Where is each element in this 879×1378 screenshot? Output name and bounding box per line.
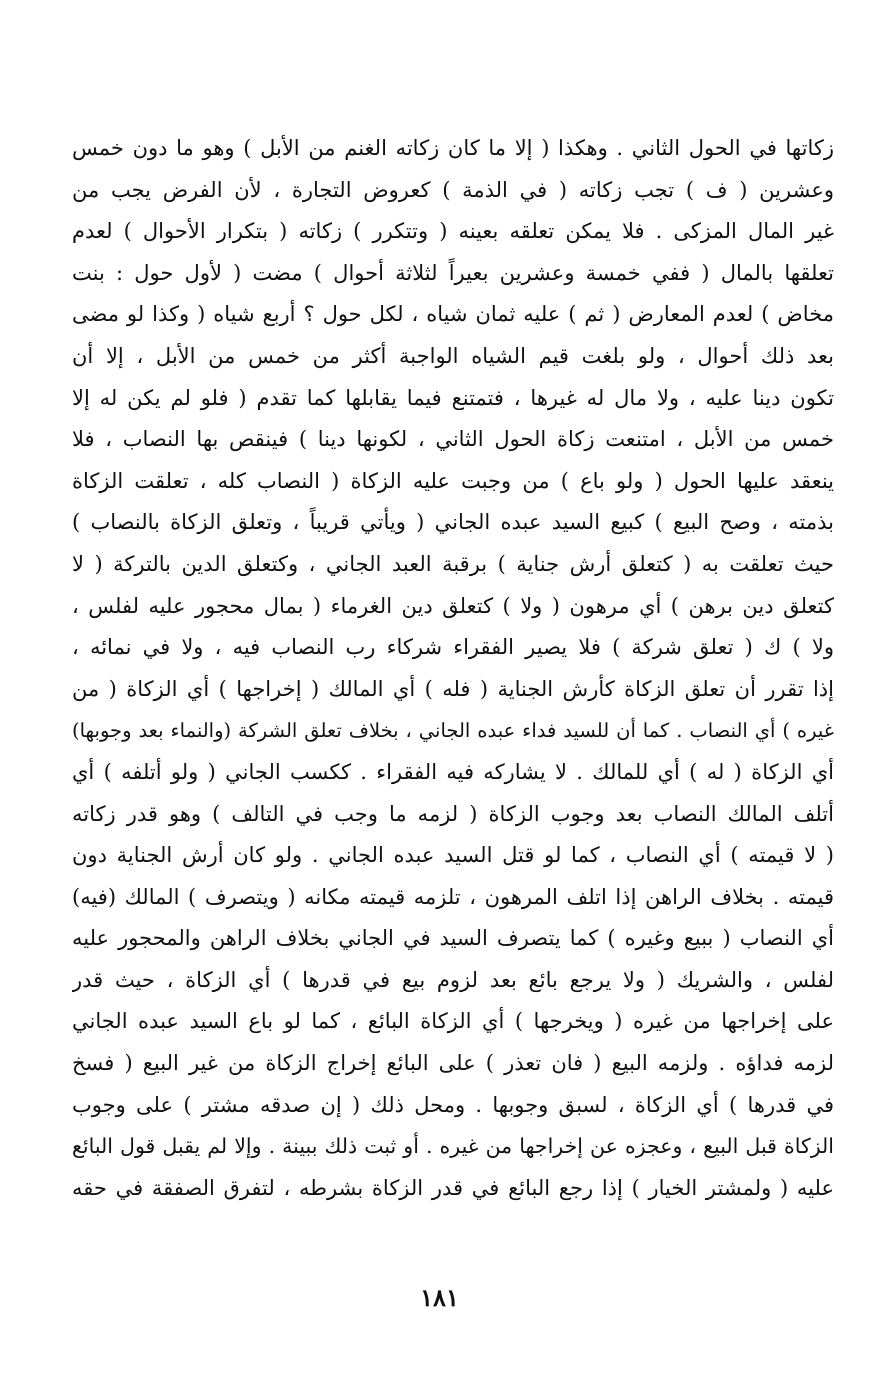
text-line: بذمته ، وصح البيع ) كبيع السيد عبده الجاني ( ويأتي قريباً ، وتعلق الزكاة بالنصاب ): [72, 510, 834, 535]
text-line: تعلقها بالمال ( ففي خمسة وعشرين بعيراً لثلاثة أحوال ) مضت ( لأول حول : بنت: [72, 260, 834, 285]
text-line: لزمه فداؤه . ولزمه البيع ( فان تعذر ) على البائع إخراج الزكاة من غير البيع ( فسخ: [72, 1051, 834, 1076]
text-line: قيمته . بخلاف الراهن إذا اتلف المرهون ، تلزمه قيمته مكانه ( ويتصرف ) المالك (فيه): [72, 884, 834, 909]
text-line: بعد ذلك أحوال ، ولو بلغت قيم الشياه الواجبة أكثر من خمس من الأبل ، إلا أن: [72, 343, 834, 368]
text-line: في قدرها ) أي الزكاة ، لسبق وجوبها . ومحل ذلك ( إن صدقه مشتر ) على وجوب: [72, 1092, 834, 1117]
text-line: على إخراجها من غيره ( ويخرجها ) أي الزكاة البائع ، كما لو باع السيد عبده الجاني: [72, 1009, 834, 1034]
body-text: [72, 128, 834, 1209]
text-line: لفلس ، والشريك ( ولا يرجع بائع بعد لزوم بيع في قدرها ) أي الزكاة ، حيث قدر: [72, 967, 834, 992]
text-line: مخاض ) لعدم المعارض ( ثم ) عليه ثمان شياه ، لكل حول ؟ أربع شياه ( وكذا لو مضى: [72, 302, 834, 327]
text-line: ولا ) ك ( تعلق شركة ) فلا يصير الفقراء شركاء رب النصاب فيه ، ولا في نمائه ،: [72, 635, 834, 660]
text-line: زكاتها في الحول الثاني . وهكذا ( إلا ما كان زكاته الغنم من الأبل ) وهو ما دون خمس: [72, 136, 834, 160]
text-line: حيث تعلقت به ( كتعلق أرش جناية ) برقبة العبد الجاني ، وكتعلق الدين بالتركة ( لا: [72, 551, 834, 576]
text-line: أي الزكاة ( له ) أي للمالك . لا يشاركه فيه الفقراء . ككسب الجاني ( ولو أتلفه ) أي: [72, 759, 834, 784]
text-line: أتلف المالك النصاب بعد وجوب الزكاة ( لزمه ما وجب في التالف ) وهو قدر زكاته: [72, 801, 834, 826]
text-line: إذا تقرر أن تعلق الزكاة كأرش الجناية ( فله ) أي المالك ( إخراجها ) أي الزكاة ( من: [72, 676, 834, 701]
text-line: تكون دينا عليه ، ولا مال له غيرها ، فتمتنع فيما يقابلها كما تقدم ( فلو لم يكن له إلا: [72, 385, 834, 410]
text-line: خمس من الأبل ، امتنعت زكاة الحول الثاني ، لكونها دينا ) فينقص بها النصاب ، فلا: [72, 427, 834, 452]
text-line: ( لا قيمته ) أي النصاب ، كما لو قتل السيد عبده الجاني . ولو كان أرش الجناية دون: [72, 843, 834, 868]
text-line: الزكاة قبل البيع ، وعجزه عن إخراجها من غيره . أو ثبت ذلك ببينة . وإلا لم يقبل قول البائع: [72, 1134, 834, 1159]
text-line: كتعلق دين برهن ) أي مرهون ( ولا ) كتعلق دين الغرماء ( بمال محجور عليه لفلس ،: [72, 593, 834, 618]
text-line: ينعقد عليها الحول ( ولو باع ) من وجبت عليه الزكاة ( النصاب كله ، تعلقت الزكاة: [72, 468, 834, 493]
text-line: عليه ( ولمشتر الخيار ) إذا رجع البائع في قدر الزكاة بشرطه ، لتفرق الصفقة في حقه: [72, 1175, 834, 1200]
text-line: غيره ) أي النصاب . كما أن للسيد فداء عبده الجاني ، بخلاف تعلق الشركة (والنماء بعد وجوبها): [72, 719, 834, 743]
text-line: وعشرين ( ف ) تجب زكاته ( في الذمة ) كعروض التجارة ، لأن الفرض يجب من: [72, 177, 834, 202]
page-number: ١٨١: [420, 1283, 459, 1312]
text-line: أي النصاب ( ببيع وغيره ) كما يتصرف السيد في الجاني بخلاف الراهن والمحجور عليه: [72, 926, 834, 951]
text-line: غير المال المزكى . فلا يمكن تعلقه بعينه ( وتتكرر ) زكاته ( بتكرار الأحوال ) لعدم: [72, 219, 834, 244]
